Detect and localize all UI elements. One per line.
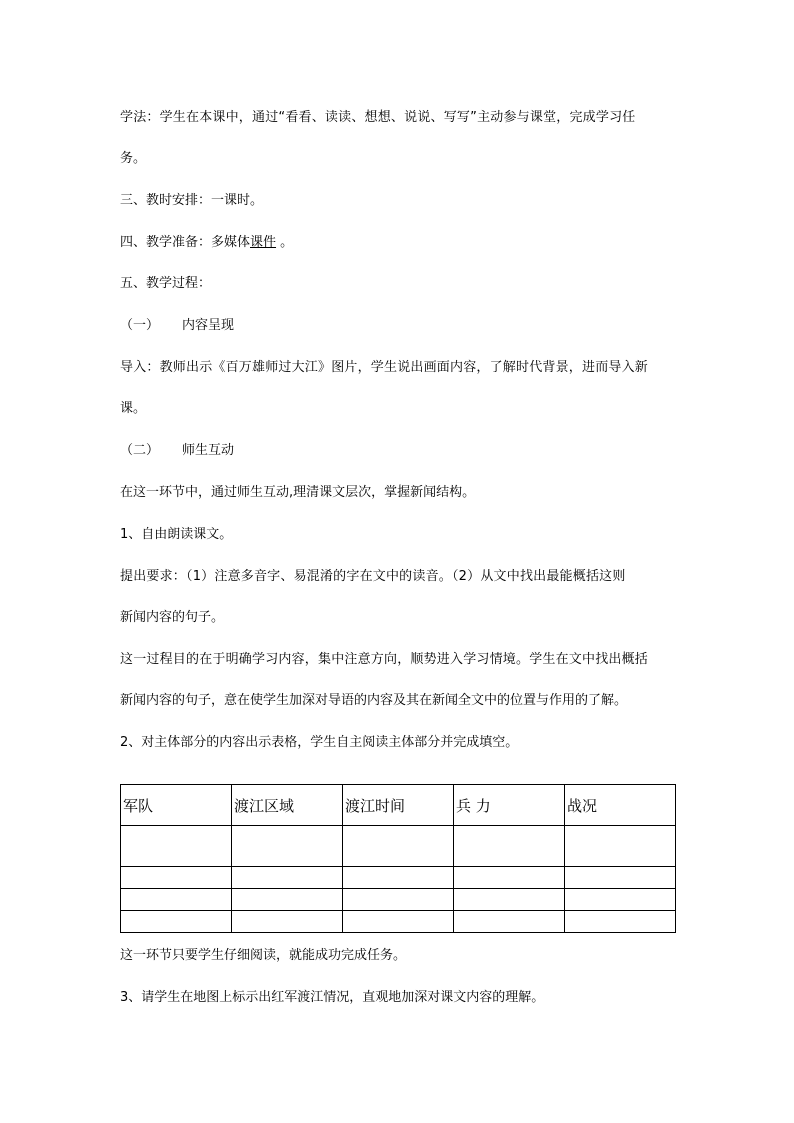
paragraph-interaction: 在这一环节中，通过师生互动,理清课文层次，掌握新闻结构。 <box>120 485 476 500</box>
section-heading-interaction <box>120 442 234 460</box>
preparation-text: 四、教学准备：多媒体 <box>120 235 251 250</box>
preparation-end: 。 <box>280 235 294 250</box>
table-cell <box>232 911 343 933</box>
table-cell <box>232 826 343 867</box>
table-cell <box>121 826 232 867</box>
table-row <box>121 911 676 933</box>
table-cell <box>343 911 454 933</box>
courseware-link[interactable]: 课件 <box>250 235 277 250</box>
paragraph-step2: 2、对主体部分的内容出示表格，学生自主阅读主体部分并完成填空。 <box>120 735 519 750</box>
table-cell <box>343 867 454 889</box>
paragraph-purpose-line1: 这一过程目的在于明确学习内容，集中注意方向，顺势进入学习情境。学生在文中找出概括 <box>120 652 649 667</box>
table-row <box>121 867 676 889</box>
paragraph-schedule: 三、教时安排：一课时。 <box>120 193 264 208</box>
table-cell <box>454 826 565 867</box>
table-cell <box>121 867 232 889</box>
paragraph-requirements-line1: 提出要求：（1）注意多音字、易混淆的字在文中的读音。（2）从文中找出最能概括这则 <box>120 569 626 584</box>
table-cell <box>232 889 343 911</box>
table-cell <box>121 911 232 933</box>
table-cell <box>565 889 676 911</box>
paragraph-table-note: 这一环节只要学生仔细阅读，就能成功完成任务。 <box>120 948 407 963</box>
section-heading-content <box>120 317 234 335</box>
table-cell <box>454 889 565 911</box>
paragraph-requirements-line2: 新闻内容的句子。 <box>120 610 225 625</box>
table-cell <box>454 867 565 889</box>
table-header-row <box>121 785 676 826</box>
paragraph-intro-line2: 课。 <box>120 401 147 416</box>
table-cell <box>121 889 232 911</box>
paragraph-study-method-line1: 学法：学生在本课中，通过“看看、读读、想想、说说、写写”主动参与课堂，完成学习任 <box>120 110 636 125</box>
table-cell <box>565 826 676 867</box>
paragraph-step3: 3、请学生在地图上标示出红军渡江情况，直观地加深对课文内容的理解。 <box>120 990 545 1005</box>
table-cell <box>565 911 676 933</box>
table-header-cell: 渡江区域 <box>232 785 343 826</box>
table-header-cell: 军队 <box>121 785 232 826</box>
section-number: （一） <box>120 318 160 333</box>
section-title: 内容呈现 <box>182 318 235 333</box>
fill-in-table <box>120 784 676 933</box>
table-row <box>121 889 676 911</box>
paragraph-preparation <box>120 234 293 252</box>
section-number: （二） <box>120 443 160 458</box>
paragraph-step1: 1、自由朗读课文。 <box>120 527 233 542</box>
section-title: 师生互动 <box>182 443 235 458</box>
table-cell <box>565 867 676 889</box>
table-header-cell: 战况 <box>565 785 676 826</box>
paragraph-study-method-line2: 务。 <box>120 151 147 166</box>
paragraph-process-heading: 五、教学过程： <box>120 276 212 291</box>
table-cell <box>343 889 454 911</box>
paragraph-intro-line1: 导入：教师出示《百万雄师过大江》图片，学生说出画面内容，了解时代背景，进而导入新 <box>120 360 649 375</box>
table-header-cell: 兵 力 <box>454 785 565 826</box>
table-cell <box>343 826 454 867</box>
table-header-cell: 渡江时间 <box>343 785 454 826</box>
table-cell <box>232 867 343 889</box>
table-row <box>121 826 676 867</box>
paragraph-purpose-line2: 新闻内容的句子，意在使学生加深对导语的内容及其在新闻全文中的位置与作用的了解。 <box>120 693 628 708</box>
table-cell <box>454 911 565 933</box>
